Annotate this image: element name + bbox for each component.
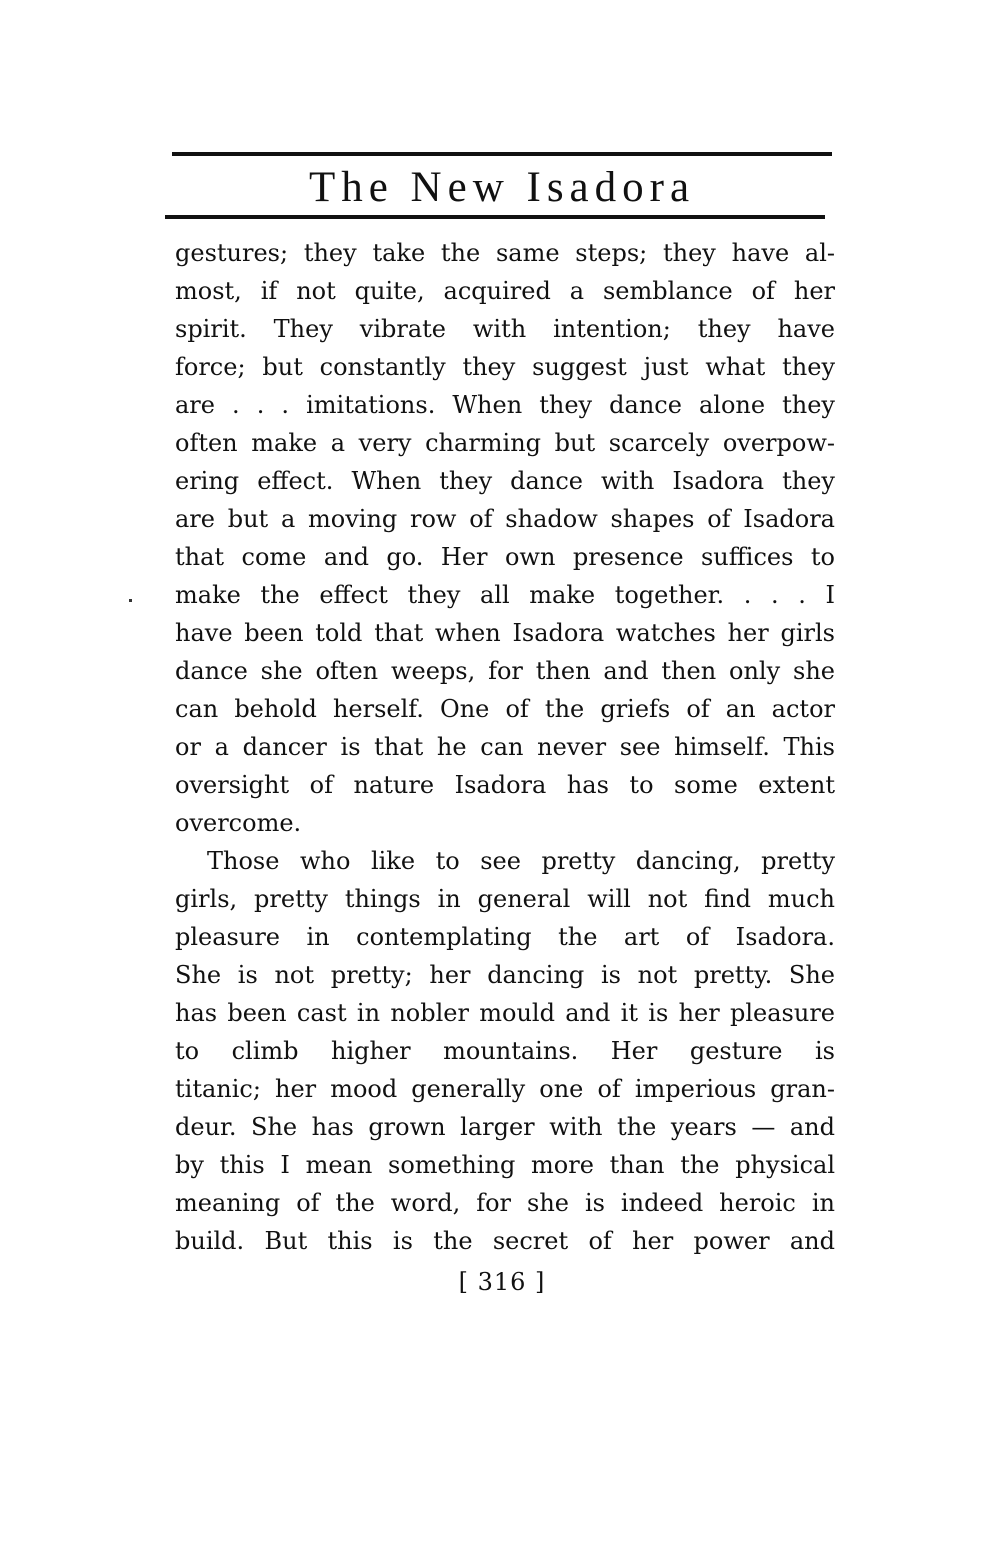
text-line: by this I mean something more than the physical xyxy=(175,1151,835,1179)
running-title: The New Isadora xyxy=(308,164,696,211)
text-line: oversight of nature Isadora has to some extent xyxy=(175,771,835,799)
text-line: are . . . imitations. When they dance alone they xyxy=(175,391,835,419)
text-line: or a dancer is that he can never see himself. This xyxy=(175,733,835,761)
text-line: have been told that when Isadora watches her girls xyxy=(175,619,835,647)
text-line: make the effect they all make together. . . . I xyxy=(175,581,835,609)
page-number: [ 316 ] xyxy=(458,1268,546,1296)
header-rule-top xyxy=(172,152,832,156)
text-line: overcome. xyxy=(175,809,302,837)
text-line: spirit. They vibrate with intention; they have xyxy=(175,315,835,343)
text-line: She is not pretty; her dancing is not pretty. She xyxy=(175,961,835,989)
text-line: force; but constantly they suggest just what they xyxy=(175,353,835,381)
text-line: most, if not quite, acquired a semblance of her xyxy=(175,277,835,305)
text-line: to climb higher mountains. Her gesture is xyxy=(175,1037,835,1065)
text-line: meaning of the word, for she is indeed heroic in xyxy=(175,1189,835,1217)
body-text xyxy=(175,234,835,1260)
text-line: are but a moving row of shadow shapes of Isadora xyxy=(175,505,835,533)
text-line: deur. She has grown larger with the years — and xyxy=(175,1113,835,1141)
text-line: build. But this is the secret of her power and xyxy=(175,1227,835,1255)
text-line: girls, pretty things in general will not find much xyxy=(175,885,835,913)
text-line: can behold herself. One of the griefs of an actor xyxy=(175,695,835,723)
paragraph-2 xyxy=(175,842,835,1260)
text-line: titanic; her mood generally one of imperious gran- xyxy=(175,1075,835,1103)
text-line: dance she often weeps, for then and then only she xyxy=(175,657,835,685)
text-line: that come and go. Her own presence suffices to xyxy=(175,543,835,571)
text-line: often make a very charming but scarcely overpow- xyxy=(175,429,835,457)
text-line: pleasure in contemplating the art of Isadora. xyxy=(175,923,835,951)
margin-speck xyxy=(129,599,132,602)
text-line: has been cast in nobler mould and it is her pleasure xyxy=(175,999,835,1027)
paragraph-1 xyxy=(175,234,835,842)
text-line: gestures; they take the same steps; they have al- xyxy=(175,239,835,267)
header-rule-bottom xyxy=(165,215,825,219)
text-line: ering effect. When they dance with Isadora they xyxy=(175,467,835,495)
text-line: Those who like to see pretty dancing, pretty xyxy=(207,847,835,875)
